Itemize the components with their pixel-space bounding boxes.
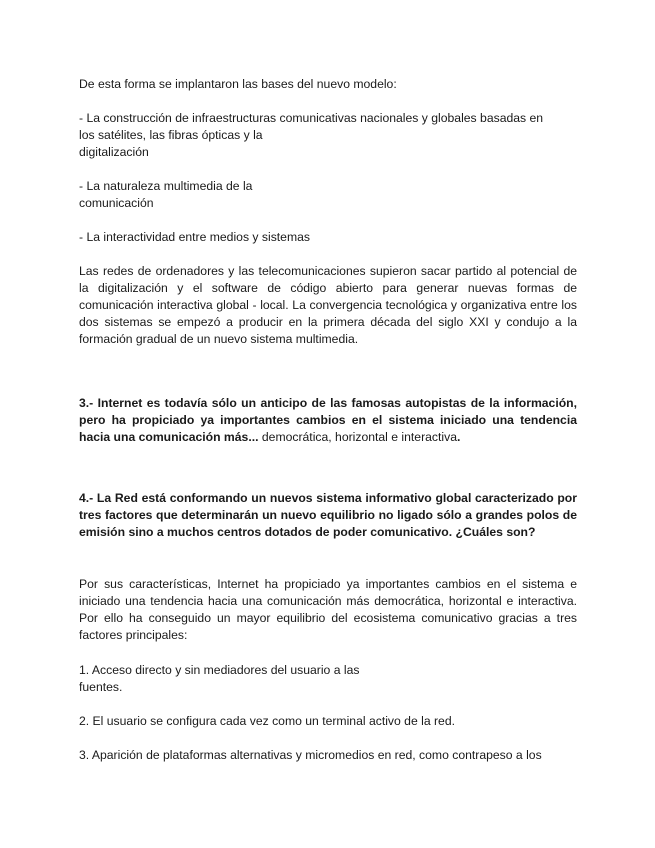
list-item-1 bbox=[79, 662, 359, 696]
list-item-line: 2. El usuario se configura cada vez como un terminal activo de la red. bbox=[79, 714, 455, 728]
bullet-line: - La naturaleza multimedia de la bbox=[79, 179, 253, 193]
bullet-infraestructuras bbox=[79, 110, 543, 161]
question-4: 4.- La Red está conformando un nuevos sistema informativo global caracterizado por tres factores que determinarán un nuevo equilibrio no ligado sólo a grandes polos de emisión sino a muchos centros dotados de poder comunicativo. ¿Cuáles son? bbox=[79, 491, 577, 539]
bullet-interactividad bbox=[79, 229, 310, 246]
list-item-line: 1. Acceso directo y sin mediadores del usuario a las bbox=[79, 663, 360, 677]
list-item-line: 3. Aparición de plataformas alternativas y micromedios en red, como contrapeso a los bbox=[79, 748, 542, 762]
bullet-line: comunicación bbox=[79, 196, 154, 210]
answer-4-paragraph: Por sus características, Internet ha propiciado ya importantes cambios en el sistema e iniciado una tendencia hacia una comunicación más democrática, horizontal e interactiva. Por ello ha conseguido un mayor equilibrio del ecosistema comunicativo gracias a tres factores principales: bbox=[79, 577, 577, 642]
bullet-line: - La construcción de infraestructuras comunicativas nacionales y globales basadas en bbox=[79, 111, 544, 125]
bullet-line: - La interactividad entre medios y sistemas bbox=[79, 230, 310, 244]
question-3-end: . bbox=[456, 430, 461, 444]
list-item-line: fuentes. bbox=[79, 680, 123, 694]
bullet-line: los satélites, las fibras ópticas y la bbox=[79, 128, 263, 142]
question-3-text: 3.- Internet es todavía sólo un anticipo de las famosas autopistas de la información, pero ha propiciado ya importantes cambios en el sistema iniciado una tendencia hacia una comunicación más... bbox=[79, 396, 577, 444]
list-item-3 bbox=[79, 747, 542, 764]
paragraph-redes: Las redes de ordenadores y las telecomunicaciones supieron sacar partido al potencial de la digitalización y el software de código abierto para generar nuevas formas de comunicación interactiva global - local. La convergencia tecnológica y organizativa entre los dos sistemas se empezó a producir en la primera década del siglo XXI y condujo a la formación gradual de un nuevo sistema multimedia. bbox=[79, 264, 577, 346]
bullet-multimedia bbox=[79, 178, 252, 212]
question-3 bbox=[79, 395, 577, 446]
list-item-2 bbox=[79, 713, 455, 730]
question-3-answer: democrática, horizontal e interactiva bbox=[258, 430, 457, 444]
bullet-line: digitalización bbox=[79, 145, 149, 159]
intro-text: De esta forma se implantaron las bases del nuevo modelo: bbox=[79, 77, 397, 91]
